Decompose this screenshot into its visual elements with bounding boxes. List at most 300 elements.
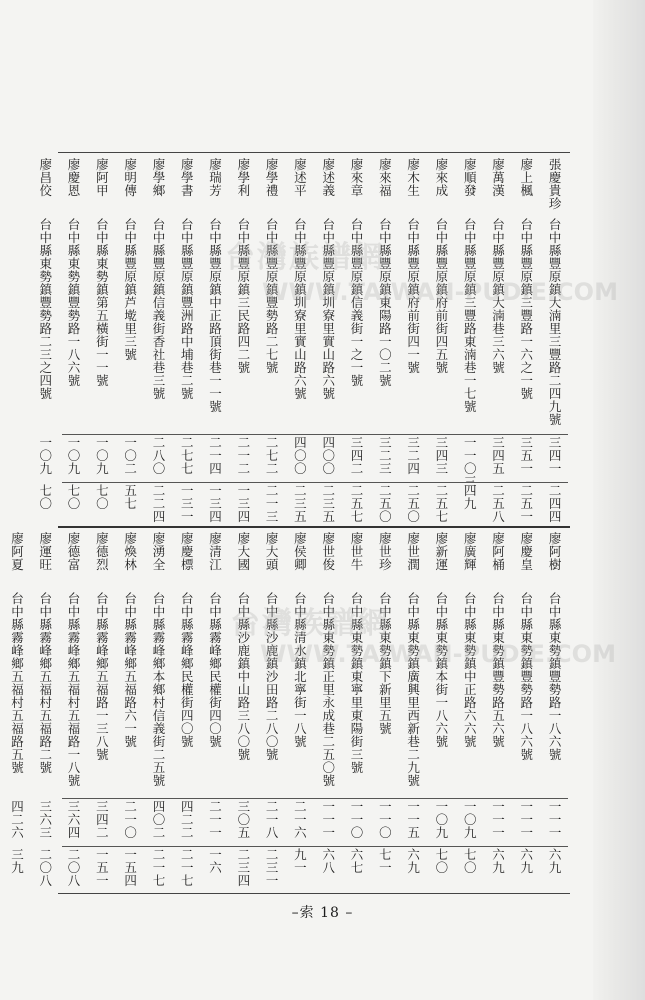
page-reference-cell	[30, 484, 58, 524]
person-name-cell	[398, 532, 426, 588]
person-name-cell	[370, 532, 398, 588]
register-entry	[144, 530, 172, 886]
watermark-url: WWW.TAIWAN-PUDIE.COM	[262, 278, 618, 306]
register-entry	[511, 156, 539, 524]
volume-number-cell	[228, 800, 256, 842]
volume-number-cell	[540, 436, 568, 480]
volume-number: 二一四	[207, 436, 223, 475]
address-text: 台中縣豐原鎮三民路四二號	[235, 218, 251, 374]
person-name: 廖德烈	[94, 532, 110, 571]
register-entry	[115, 156, 143, 524]
page-reference-cell	[313, 848, 341, 888]
person-name-cell	[0, 532, 2, 588]
person-name-cell	[285, 158, 313, 214]
volume-number-cell	[342, 800, 370, 842]
address-text-cell	[511, 592, 539, 806]
address-text-cell	[172, 592, 200, 806]
page-reference: 七〇	[433, 848, 449, 874]
address-text-cell	[313, 592, 341, 806]
register-entry	[370, 530, 398, 886]
page-reference: 一三一	[179, 484, 195, 523]
person-name: 廖明傳	[122, 158, 138, 197]
volume-number-cell	[144, 436, 172, 480]
address-text: 台中縣豐原鎮圳寮里實山路六號	[292, 218, 308, 400]
volume-number-cell	[540, 800, 568, 842]
volume-number-cell	[228, 436, 256, 480]
volume-number-cell	[313, 436, 341, 480]
address-text: 台中縣東勢鎮中正路六六號	[462, 592, 478, 748]
person-name: 廖慶皇	[518, 532, 534, 571]
register-entry	[172, 156, 200, 524]
person-name: 廖上楓	[518, 158, 534, 197]
volume-number-cell	[172, 436, 200, 480]
address-text-cell	[115, 592, 143, 806]
volume-number-cell	[87, 436, 115, 480]
volume-number: 一〇九	[94, 436, 110, 475]
volume-number: 三二四	[405, 436, 421, 475]
page-reference: 三九	[9, 848, 25, 874]
volume-number-cell	[200, 436, 228, 480]
person-name-cell	[455, 158, 483, 214]
volume-number: 四〇〇	[292, 436, 308, 475]
watermark-url: WWW.TAIWAN-PUDIE.COM	[260, 640, 616, 668]
volume-number: 一一一	[490, 800, 506, 839]
person-name-cell	[200, 158, 228, 214]
person-name: 廖廣輝	[462, 532, 478, 571]
page-reference: 二〇八	[66, 848, 82, 887]
volume-number: 四二二	[179, 800, 195, 839]
page-reference: 二五〇	[405, 484, 421, 523]
register-entry	[398, 156, 426, 524]
address-text-cell	[115, 218, 143, 432]
person-name: 廖述義	[320, 158, 336, 197]
register-entry	[540, 530, 568, 886]
volume-number: 一一五	[405, 800, 421, 839]
person-name-cell	[483, 532, 511, 588]
person-name-cell	[144, 158, 172, 214]
register-entry	[228, 156, 256, 524]
address-text-cell	[540, 592, 568, 806]
page-reference-cell	[370, 484, 398, 524]
volume-number-cell	[30, 436, 58, 480]
volume-number: 三六四	[66, 800, 82, 839]
page-reference: 六九	[547, 848, 563, 874]
page-reference-cell	[257, 484, 285, 524]
page-reference: 二四四	[547, 484, 563, 523]
address-text: 台中縣東勢鎮豐勢路一八六號	[547, 592, 563, 761]
person-name-cell	[483, 158, 511, 214]
person-name: 廖世珍	[377, 532, 393, 571]
address-text-cell	[483, 218, 511, 432]
register-entry	[30, 530, 58, 886]
page-reference: 二一七	[179, 848, 195, 887]
person-name-cell	[342, 532, 370, 588]
page-reference: 二〇八	[37, 848, 53, 887]
volume-number-cell	[511, 436, 539, 480]
person-name-cell	[455, 532, 483, 588]
volume-number: 一〇九	[433, 800, 449, 839]
address-text: 台中縣豐原鎮大湳巷三六號	[490, 218, 506, 374]
page-reference: 一三四	[235, 484, 251, 523]
person-name: 廖運旺	[37, 532, 53, 571]
address-text: 台中縣東勢鎮東寧里東陽街三號	[349, 592, 365, 774]
page-reference: 二三五	[320, 484, 336, 523]
page-reference-cell	[200, 848, 228, 888]
person-name-cell	[87, 532, 115, 588]
person-name: 張慶貴珍	[547, 158, 563, 210]
page-number: –索 18 –	[291, 905, 354, 921]
person-name: 廖慶標	[179, 532, 195, 571]
person-name: 廖德富	[66, 532, 82, 571]
section-divider	[58, 526, 570, 528]
register-entry	[455, 156, 483, 524]
address-text-cell	[144, 592, 172, 806]
volume-number-cell	[285, 436, 313, 480]
register-entry	[228, 530, 256, 886]
page-reference: 二五〇	[377, 484, 393, 523]
page-reference: 六九	[490, 848, 506, 874]
address-text: 台中縣豐原鎮府前街四一號	[405, 218, 421, 374]
page-reference: 一三四	[207, 484, 223, 523]
address-text: 台中縣霧峰鄉五福路六一號	[122, 592, 138, 748]
person-name: 廖萬漢	[490, 158, 506, 197]
address-text-cell	[228, 218, 256, 432]
person-name-cell	[172, 158, 200, 214]
page-reference: 二三四	[235, 848, 251, 887]
volume-number: 二一一	[207, 800, 223, 839]
page-reference-cell	[228, 848, 256, 888]
scan-shadow-edge	[593, 0, 645, 1000]
address-text: 台中縣豐原鎮東陽路一〇二號	[377, 218, 393, 387]
page-reference-cell	[483, 848, 511, 888]
address-text-cell	[30, 218, 58, 432]
volume-number-cell	[87, 800, 115, 842]
person-name: 廖來章	[349, 158, 365, 197]
top-register-columns	[37, 156, 568, 524]
volume-number: 一一一	[320, 800, 336, 839]
page-reference: 二五一	[518, 484, 534, 523]
person-name-cell	[87, 158, 115, 214]
page-reference: 二三五	[292, 484, 308, 523]
address-text-cell	[540, 218, 568, 432]
volume-number: 二一〇	[122, 800, 138, 839]
person-name: 廖阿桶	[490, 532, 506, 571]
person-name: 廖順發	[462, 158, 478, 197]
address-text-cell	[200, 218, 228, 432]
volume-number: 三四五	[490, 436, 506, 475]
register-entry	[257, 530, 285, 886]
address-text-cell	[200, 592, 228, 806]
register-entry	[285, 156, 313, 524]
page-reference: 六九	[405, 848, 421, 874]
volume-number: 四〇二	[150, 800, 166, 839]
page-reference-cell	[87, 484, 115, 524]
person-name-cell	[398, 158, 426, 214]
person-name-cell	[228, 532, 256, 588]
address-text-cell	[228, 592, 256, 806]
volume-number: 二一六	[292, 800, 308, 839]
address-text: 台中縣霧峰鄉五福村五福路五號	[9, 592, 25, 774]
address-text-cell	[0, 592, 2, 806]
person-name-cell	[115, 532, 143, 588]
page-reference: 七〇	[94, 484, 110, 510]
person-name-cell	[540, 532, 568, 588]
page-reference-cell	[427, 484, 455, 524]
volume-number: 一一一	[547, 800, 563, 839]
address-text: 台中縣東勢鎮本街一八六號	[433, 592, 449, 748]
address-text: 台中縣東勢鎮豐勢路二三之四號	[37, 218, 53, 400]
address-text-cell	[285, 592, 313, 806]
page-reference: 七〇	[66, 484, 82, 510]
register-entry	[30, 156, 58, 524]
person-name: 廖學禮	[264, 158, 280, 197]
page-reference-cell	[342, 484, 370, 524]
volume-number-cell	[59, 436, 87, 480]
page-reference: 五七	[122, 484, 138, 510]
address-text: 台中縣豐原鎮豐洲路中埔巷二號	[179, 218, 195, 400]
person-name-cell	[342, 158, 370, 214]
address-text-cell	[483, 592, 511, 806]
volume-number-cell	[483, 800, 511, 842]
address-text-cell	[370, 218, 398, 432]
volume-number-cell	[144, 800, 172, 842]
volume-number: 三四一	[547, 436, 563, 475]
page-reference-cell	[59, 848, 87, 888]
page-reference-cell	[511, 848, 539, 888]
volume-number: 三〇五	[235, 800, 251, 839]
register-entry	[483, 530, 511, 886]
address-text: 台中縣豐原鎮信義街香社巷三號	[150, 218, 166, 400]
address-text: 台中縣豐原鎮大湳里三豐路二四九號	[547, 218, 563, 426]
person-name-cell	[427, 158, 455, 214]
person-name-cell	[540, 158, 568, 214]
page-reference: 一五四	[122, 848, 138, 887]
address-text: 台中縣豐原鎮芦墘里三號	[122, 218, 138, 361]
volume-number-cell	[398, 800, 426, 842]
volume-number-cell	[2, 800, 30, 842]
volume-number: 三四二	[94, 800, 110, 839]
page-reference-cell	[144, 484, 172, 524]
volume-number: 二七二	[264, 436, 280, 475]
page-reference-cell	[257, 848, 285, 888]
page-reference-cell	[2, 848, 30, 888]
person-name: 廖述平	[292, 158, 308, 197]
address-text-cell	[144, 218, 172, 432]
register-entry	[0, 530, 2, 886]
page-reference-cell	[30, 848, 58, 888]
page-reference: 二五八	[490, 484, 506, 523]
address-text: 台中縣霧峰鄉五福路一三八號	[94, 592, 110, 761]
address-text-cell	[313, 218, 341, 432]
person-name-cell	[285, 532, 313, 588]
address-text: 台中縣豐原鎮圳寮里實山路六號	[320, 218, 336, 400]
page-reference-cell	[370, 848, 398, 888]
address-text-cell	[2, 592, 30, 806]
volume-number: 三六三	[37, 800, 53, 839]
volume-number: 一一一	[518, 800, 534, 839]
person-name-cell	[30, 532, 58, 588]
person-name: 廖學鄉	[150, 158, 166, 197]
page-reference: 二一七	[150, 848, 166, 887]
volume-number-cell	[59, 800, 87, 842]
page-reference-cell	[87, 848, 115, 888]
volume-number-cell	[172, 800, 200, 842]
person-name-cell	[200, 532, 228, 588]
address-text-cell	[427, 592, 455, 806]
person-name-cell	[172, 532, 200, 588]
volume-number-cell	[257, 800, 285, 842]
page-reference: 一六	[207, 848, 223, 874]
register-entry	[172, 530, 200, 886]
page-reference-cell	[455, 848, 483, 888]
person-name: 廖大國	[235, 532, 251, 571]
watermark-text: 台灣族譜網	[230, 606, 390, 641]
address-text: 台中縣東勢鎮豐勢路五六號	[490, 592, 506, 748]
page-reference-cell	[115, 484, 143, 524]
volume-number-cell	[30, 800, 58, 842]
person-name: 廖湧全	[150, 532, 166, 571]
address-text: 台中縣東勢鎮廣興里西新巷二九號	[405, 592, 421, 787]
volume-number: 二七七	[179, 436, 195, 475]
register-entry	[313, 530, 341, 886]
person-name: 廖木生	[405, 158, 421, 197]
page-reference-cell	[285, 848, 313, 888]
register-entry	[200, 156, 228, 524]
address-text: 台中縣東勢鎮第五橫街一一號	[94, 218, 110, 387]
page-reference: 六七	[349, 848, 365, 874]
person-name: 廖世潤	[405, 532, 421, 571]
address-text: 台中縣東勢鎮豐勢路一八六號	[66, 218, 82, 387]
address-text: 台中縣豐原鎮三豐路東湳巷一七號	[462, 218, 478, 413]
address-text-cell	[342, 218, 370, 432]
person-name-cell	[511, 158, 539, 214]
address-text-cell	[455, 592, 483, 806]
address-text: 台中縣清水鎮北寧街一八號	[292, 592, 308, 748]
address-text-cell	[285, 218, 313, 432]
register-entry	[257, 156, 285, 524]
volume-number: 三五一	[518, 436, 534, 475]
register-entry	[87, 156, 115, 524]
person-name-cell	[511, 532, 539, 588]
volume-number: 一〇二	[122, 436, 138, 475]
page-reference-cell	[313, 484, 341, 524]
volume-number-cell	[342, 436, 370, 480]
address-text: 台中縣東勢鎮豐勢路一八六號	[518, 592, 534, 761]
person-name: 廖學書	[179, 158, 195, 197]
address-text: 台中縣豐原鎮府前街四五號	[433, 218, 449, 374]
address-text: 台中縣霧峰鄉民權街四〇號	[179, 592, 195, 748]
address-text-cell	[59, 592, 87, 806]
address-text-cell	[398, 592, 426, 806]
person-name-cell	[313, 158, 341, 214]
register-entry	[200, 530, 228, 886]
page-reference: 二二四	[150, 484, 166, 523]
person-name-cell	[427, 532, 455, 588]
page-reference-cell	[144, 848, 172, 888]
register-entry	[87, 530, 115, 886]
address-text-cell	[30, 592, 58, 806]
page-reference-cell	[540, 848, 568, 888]
person-name: 廖阿甲	[94, 158, 110, 197]
page-reference-cell	[228, 484, 256, 524]
person-name: 廖大頭	[264, 532, 280, 571]
volume-number: 一〇九	[462, 800, 478, 839]
volume-number-cell	[398, 436, 426, 480]
watermark-text: 台灣族譜網	[225, 240, 385, 275]
register-entry	[427, 530, 455, 886]
person-name-cell	[370, 158, 398, 214]
volume-number-cell	[511, 800, 539, 842]
volume-number: 三四二	[349, 436, 365, 475]
address-text: 台中縣沙鹿鎮沙田路二八〇號	[264, 592, 280, 761]
address-text-cell	[511, 218, 539, 432]
person-name-cell	[30, 158, 58, 214]
page-reference-cell	[285, 484, 313, 524]
page-reference-cell	[483, 484, 511, 524]
register-entry	[370, 156, 398, 524]
address-text: 台中縣霧峰鄉本鄉村信義街二五號	[150, 592, 166, 787]
person-name-cell	[228, 158, 256, 214]
page-reference-cell	[427, 848, 455, 888]
volume-number: 二八〇	[150, 436, 166, 475]
register-entry	[455, 530, 483, 886]
address-text: 台中縣豐原鎮豐勢路二七號	[264, 218, 280, 374]
register-entry	[342, 156, 370, 524]
address-text-cell	[398, 218, 426, 432]
page-reference-cell	[455, 484, 483, 524]
page-reference-cell	[342, 848, 370, 888]
volume-number: 四〇〇	[320, 436, 336, 475]
page-reference: 四九	[462, 484, 478, 510]
page-reference: 六八	[320, 848, 336, 874]
address-text-cell	[59, 218, 87, 432]
volume-number-cell	[483, 436, 511, 480]
person-name: 廖煥林	[122, 532, 138, 571]
volume-number-cell	[257, 436, 285, 480]
page-reference: 九一	[292, 848, 308, 874]
page-reference: 七一	[377, 848, 393, 874]
bottom-register-table	[9, 530, 568, 887]
address-text-cell	[87, 592, 115, 806]
volume-number: 一一〇三	[462, 436, 478, 488]
page-reference-cell	[540, 484, 568, 524]
person-name-cell	[59, 532, 87, 588]
bottom-register-columns	[9, 530, 568, 887]
person-name: 廖世俊	[320, 532, 336, 571]
volume-number-cell	[0, 800, 2, 842]
volume-number: 四二六	[9, 800, 25, 839]
volume-number-cell	[455, 436, 483, 488]
volume-number-cell	[455, 800, 483, 842]
page-reference-cell	[0, 848, 2, 888]
address-text: 台中縣霧峰鄉五福村五福路一八號	[66, 592, 82, 787]
volume-number: 一〇九	[66, 436, 82, 475]
person-name: 廖阿樹	[547, 532, 563, 571]
address-text-cell	[87, 218, 115, 432]
register-entry	[427, 156, 455, 524]
page-reference: 六九	[518, 848, 534, 874]
register-entry	[115, 530, 143, 886]
person-name-cell	[115, 158, 143, 214]
page-reference-cell	[398, 848, 426, 888]
page-reference-cell	[172, 848, 200, 888]
person-name-cell	[59, 158, 87, 214]
address-text-cell	[370, 592, 398, 806]
person-name-cell	[257, 158, 285, 214]
person-name: 廖清江	[207, 532, 223, 571]
address-text: 台中縣豐原鎮中正路頂街巷一一號	[207, 218, 223, 413]
register-entry	[540, 156, 568, 524]
